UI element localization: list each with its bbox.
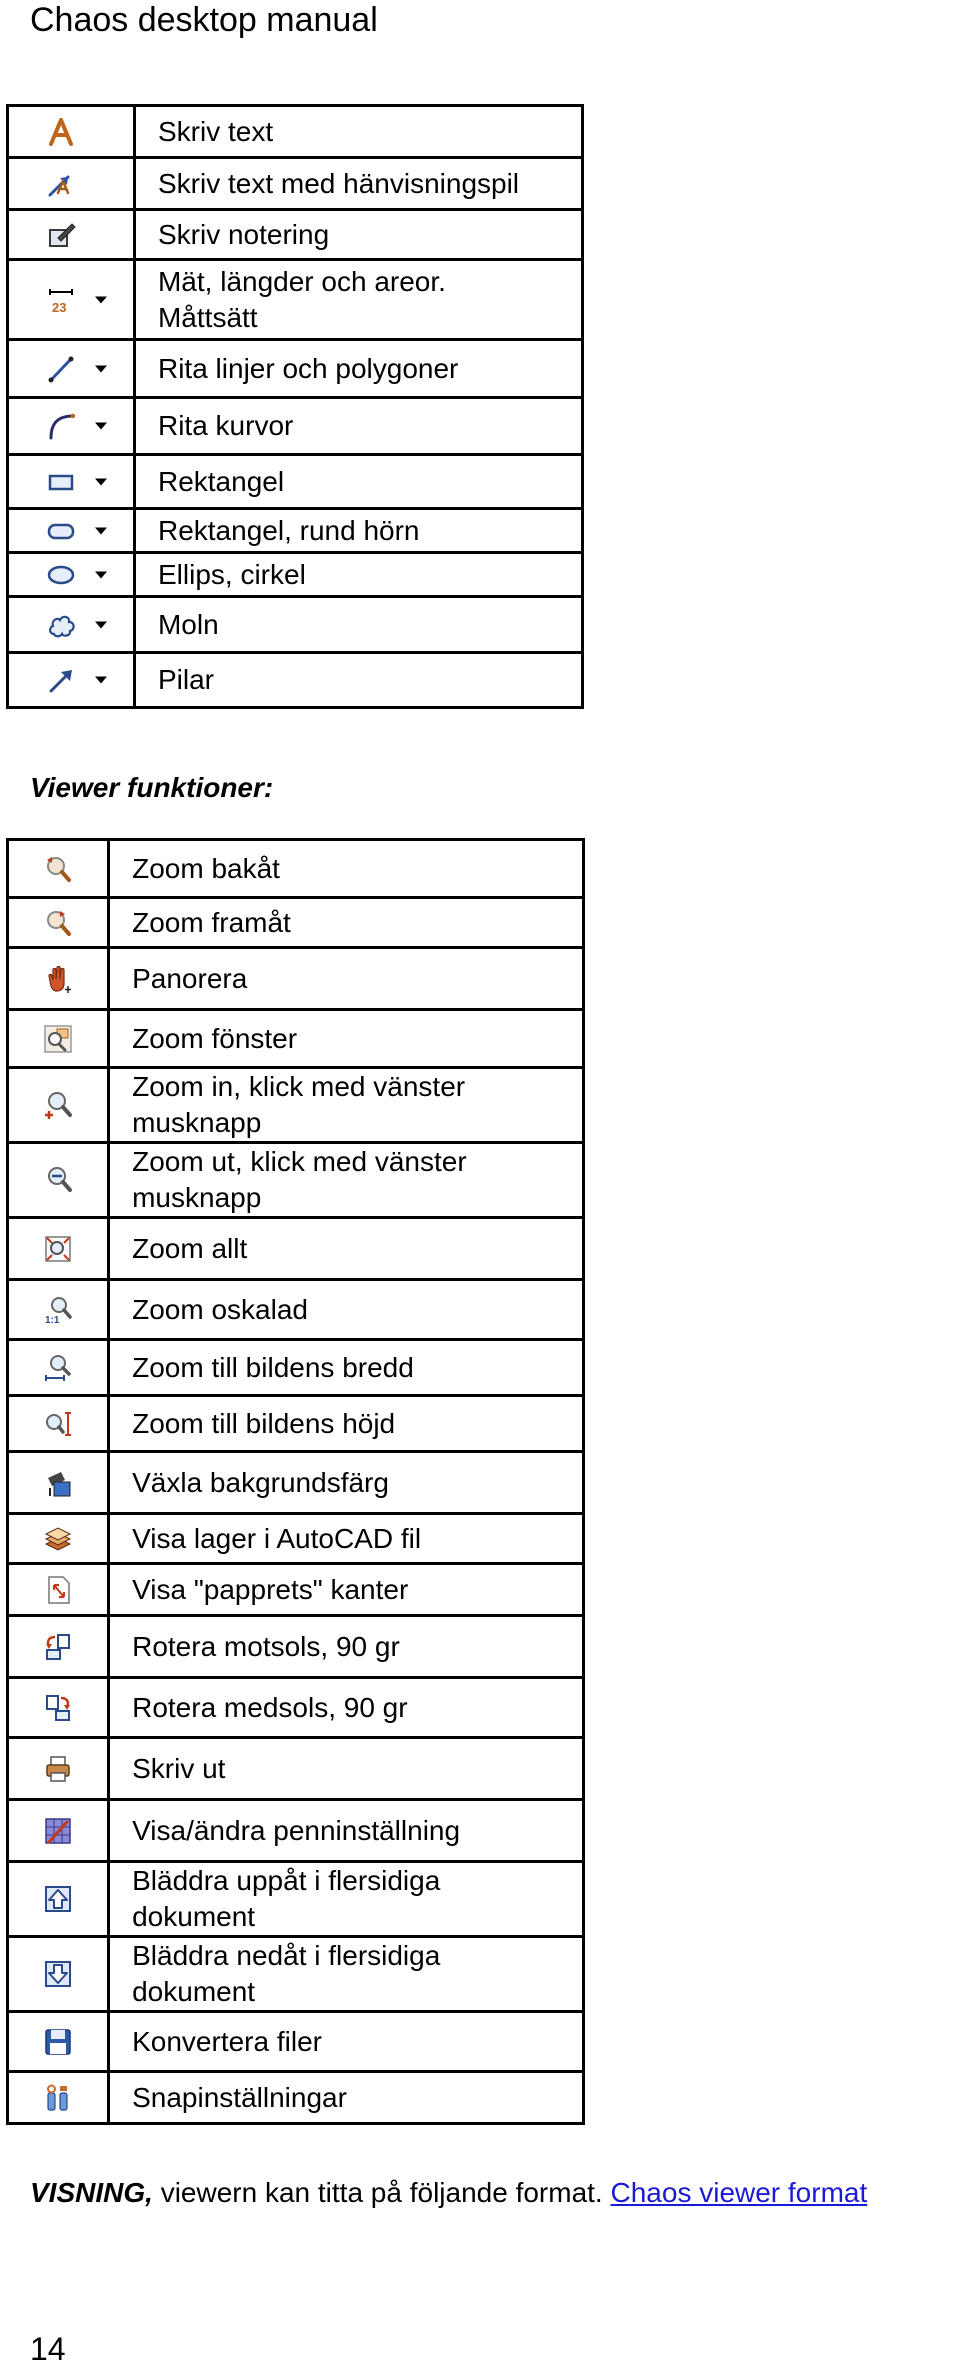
pan-hand-icon[interactable]: [43, 964, 73, 994]
description-cell: [109, 1678, 584, 1738]
viewer-row: [8, 840, 584, 898]
printer-icon[interactable]: [43, 1754, 73, 1784]
description-cell: [109, 1800, 584, 1862]
icon-cell: [8, 260, 135, 340]
description-cell: [109, 1340, 584, 1396]
viewer-row: [8, 948, 584, 1010]
description-cell: [134, 509, 582, 553]
dropdown-arrow-icon[interactable]: [95, 527, 107, 534]
page-header: Chaos desktop manual: [30, 1, 378, 39]
icon-cell: [8, 398, 135, 455]
tool-row: [8, 210, 583, 260]
icon-cell: [8, 1452, 109, 1514]
viewer-row: [8, 2072, 584, 2124]
description-cell: [109, 1738, 584, 1800]
icon-cell: [8, 1143, 109, 1218]
description-cell: [109, 1396, 584, 1452]
zoom-width-icon[interactable]: [43, 1353, 73, 1383]
viewer-row: [8, 1218, 584, 1280]
icon-cell: [8, 1678, 109, 1738]
icon-cell: [8, 948, 109, 1010]
icon-cell: [8, 2012, 109, 2072]
icon-cell: [8, 1616, 109, 1678]
function-label: Rotera motsols, 90 gr: [132, 1630, 400, 1662]
description-cell: [134, 340, 582, 398]
function-label: Panorera: [132, 962, 248, 994]
dropdown-arrow-icon[interactable]: [95, 478, 107, 485]
viewer-row: [8, 1396, 584, 1452]
icon-cell: [8, 106, 135, 158]
function-label: Zoom allt: [132, 1232, 248, 1264]
icon-cell: [8, 1514, 109, 1564]
viewer-row: [8, 1280, 584, 1340]
curve-icon[interactable]: [46, 411, 76, 441]
layers-icon[interactable]: [43, 1524, 73, 1554]
tool-row: [8, 455, 583, 509]
icon-cell: [8, 653, 135, 708]
description-cell: [134, 398, 582, 455]
icon-cell: [8, 840, 109, 898]
function-label: Zoom bakåt: [132, 852, 280, 884]
description-cell: [109, 2012, 584, 2072]
function-label: Skriv text: [157, 115, 274, 147]
function-label: Zoom ut, klick med vänster musknapp: [132, 1146, 467, 1213]
function-label: Skriv notering: [157, 218, 330, 250]
function-label: Konvertera filer: [132, 2025, 322, 2057]
tool-row: [8, 597, 583, 653]
rounded-rectangle-icon[interactable]: [46, 516, 76, 546]
text-arrow-icon[interactable]: [46, 169, 76, 199]
function-label: Zoom till bildens höjd: [132, 1407, 396, 1439]
tool-row: [8, 158, 583, 210]
function-label: Pilar: [157, 664, 214, 695]
cloud-icon[interactable]: [46, 610, 76, 640]
viewer-row: [8, 2012, 584, 2072]
icon-cell: [8, 1068, 109, 1143]
markup-tools-table: [6, 104, 584, 709]
description-cell: [109, 1616, 584, 1678]
description-cell: [109, 1862, 584, 1937]
icon-cell: [8, 597, 135, 653]
tool-row: [8, 340, 583, 398]
function-label: Växla bakgrundsfärg: [132, 1466, 389, 1498]
description-cell: [109, 1068, 584, 1143]
description-cell: [134, 653, 582, 708]
description-cell: [109, 1452, 584, 1514]
viewer-row: [8, 1738, 584, 1800]
viewer-row: [8, 1068, 584, 1143]
description-cell: [134, 106, 582, 158]
description-cell: [109, 1937, 584, 2012]
viewer-row: [8, 1564, 584, 1616]
function-label: Zoom framåt: [132, 906, 291, 938]
description-cell: [134, 158, 582, 210]
function-label: Moln: [157, 608, 219, 640]
dropdown-arrow-icon[interactable]: [95, 621, 107, 628]
pen-settings-icon[interactable]: [43, 1816, 73, 1846]
line-icon[interactable]: [46, 354, 76, 384]
icon-cell: [8, 1280, 109, 1340]
icon-cell: [8, 1010, 109, 1068]
function-label: Zoom oskalad: [132, 1293, 308, 1325]
tool-row: [8, 653, 583, 708]
svg-text:1:1: 1:1: [45, 1314, 60, 1325]
description-cell: [134, 455, 582, 509]
function-label: Rektangel: [157, 465, 285, 497]
icon-cell: [8, 1340, 109, 1396]
zoom-back-icon[interactable]: [43, 854, 73, 884]
function-label: Rita kurvor: [157, 410, 294, 441]
icon-cell: [8, 2072, 109, 2124]
dropdown-arrow-icon[interactable]: [95, 296, 107, 303]
viewer-row: [8, 1514, 584, 1564]
zoom-forward-icon[interactable]: [43, 908, 73, 938]
description-cell: [134, 210, 582, 260]
zoom-out-icon[interactable]: [43, 1165, 73, 1195]
function-label: Visa/ändra penninställning: [132, 1814, 461, 1846]
description-cell: [109, 948, 584, 1010]
dropdown-arrow-icon[interactable]: [95, 677, 107, 684]
function-label: Rotera medsols, 90 gr: [132, 1691, 408, 1723]
viewer-row: [8, 1010, 584, 1068]
description-cell: [109, 1564, 584, 1616]
viewer-row: [8, 1678, 584, 1738]
viewer-row: [8, 1800, 584, 1862]
icon-cell: [8, 1937, 109, 2012]
function-label: Skriv text med hänvisningspil: [157, 167, 520, 199]
description-cell: [109, 1280, 584, 1340]
icon-cell: [8, 1396, 109, 1452]
tool-row: [8, 553, 583, 597]
icon-cell: [8, 1862, 109, 1937]
function-label: Skriv ut: [132, 1752, 226, 1784]
description-cell: [109, 1010, 584, 1068]
footer-line: [30, 2177, 867, 2209]
function-label: Rita linjer och polygoner: [157, 352, 459, 384]
page-number: 14: [30, 2331, 66, 2367]
viewer-row: [8, 1340, 584, 1396]
icon-cell: [8, 1738, 109, 1800]
viewer-row: [8, 1862, 584, 1937]
viewer-section-title: Viewer funktioner:: [30, 772, 274, 803]
tool-row: [8, 260, 583, 340]
zoom-in-icon[interactable]: [43, 1090, 73, 1120]
function-label: Zoom fönster: [132, 1022, 298, 1054]
function-label: Visa lager i AutoCAD fil: [132, 1522, 422, 1554]
icon-cell: [8, 210, 135, 260]
function-label: Zoom in, klick med vänster musknapp: [132, 1071, 466, 1138]
function-label: Bläddra nedåt i flersidiga dokument: [132, 1940, 441, 2007]
viewer-row: [8, 1937, 584, 2012]
paper-edges-icon[interactable]: [43, 1575, 73, 1605]
note-pen-icon[interactable]: [46, 220, 76, 250]
function-label: Snapinställningar: [132, 2081, 347, 2113]
viewer-row: [8, 1616, 584, 1678]
zoom-window-icon[interactable]: [43, 1024, 73, 1054]
icon-cell: [8, 1800, 109, 1862]
footer-bold-word: VISNING,: [30, 2177, 153, 2208]
description-cell: [109, 840, 584, 898]
page-down-icon[interactable]: [43, 1959, 73, 1989]
description-cell: [109, 1143, 584, 1218]
description-cell: [109, 898, 584, 948]
background-color-icon[interactable]: [43, 1468, 73, 1498]
icon-cell: [8, 455, 135, 509]
zoom-unscaled-icon[interactable]: [43, 1295, 73, 1325]
icon-cell: [8, 340, 135, 398]
viewer-functions-table: [6, 838, 585, 2125]
description-cell: [109, 1514, 584, 1564]
rotate-ccw-icon[interactable]: [43, 1632, 73, 1662]
dropdown-arrow-icon[interactable]: [95, 571, 107, 578]
description-cell: [134, 260, 582, 340]
viewer-row: [8, 1143, 584, 1218]
snap-settings-icon[interactable]: [43, 2083, 73, 2113]
zoom-all-icon[interactable]: [43, 1234, 73, 1264]
icon-cell: [8, 158, 135, 210]
function-label: Visa "papprets" kanter: [132, 1573, 409, 1605]
rotate-cw-icon[interactable]: [43, 1693, 73, 1723]
footer-text: viewern kan titta på följande format.: [152, 2177, 611, 2208]
measure-icon[interactable]: [46, 285, 76, 315]
tool-row: [8, 509, 583, 553]
description-cell: [134, 597, 582, 653]
svg-text:23: 23: [52, 299, 67, 315]
ellipse-icon[interactable]: [46, 560, 76, 590]
icon-cell: [8, 553, 135, 597]
tool-row: [8, 398, 583, 455]
function-label: Zoom till bildens bredd: [132, 1351, 414, 1383]
function-label: Bläddra uppåt i flersidiga dokument: [132, 1865, 441, 1932]
arrow-icon[interactable]: [46, 665, 76, 695]
dropdown-arrow-icon[interactable]: [95, 365, 107, 372]
description-cell: [109, 1218, 584, 1280]
zoom-height-icon[interactable]: [43, 1409, 73, 1439]
icon-cell: [8, 1218, 109, 1280]
viewer-row: [8, 1452, 584, 1514]
save-convert-icon[interactable]: [43, 2027, 73, 2057]
function-label: Ellips, cirkel: [157, 558, 306, 590]
page-up-icon[interactable]: [43, 1884, 73, 1914]
viewer-row: [8, 898, 584, 948]
description-cell: [109, 2072, 584, 2124]
tool-row: [8, 106, 583, 158]
icon-cell: [8, 898, 109, 948]
chaos-viewer-format-link[interactable]: Chaos viewer format: [610, 2177, 868, 2208]
function-label: Rektangel, rund hörn: [157, 514, 420, 546]
dropdown-arrow-icon[interactable]: [95, 423, 107, 430]
icon-cell: [8, 1564, 109, 1616]
description-cell: [134, 553, 582, 597]
icon-cell: [8, 509, 135, 553]
function-label: Mät, längder och areor. Måttsätt: [157, 265, 446, 333]
text-a-icon[interactable]: [46, 117, 76, 147]
rectangle-icon[interactable]: [46, 467, 76, 497]
